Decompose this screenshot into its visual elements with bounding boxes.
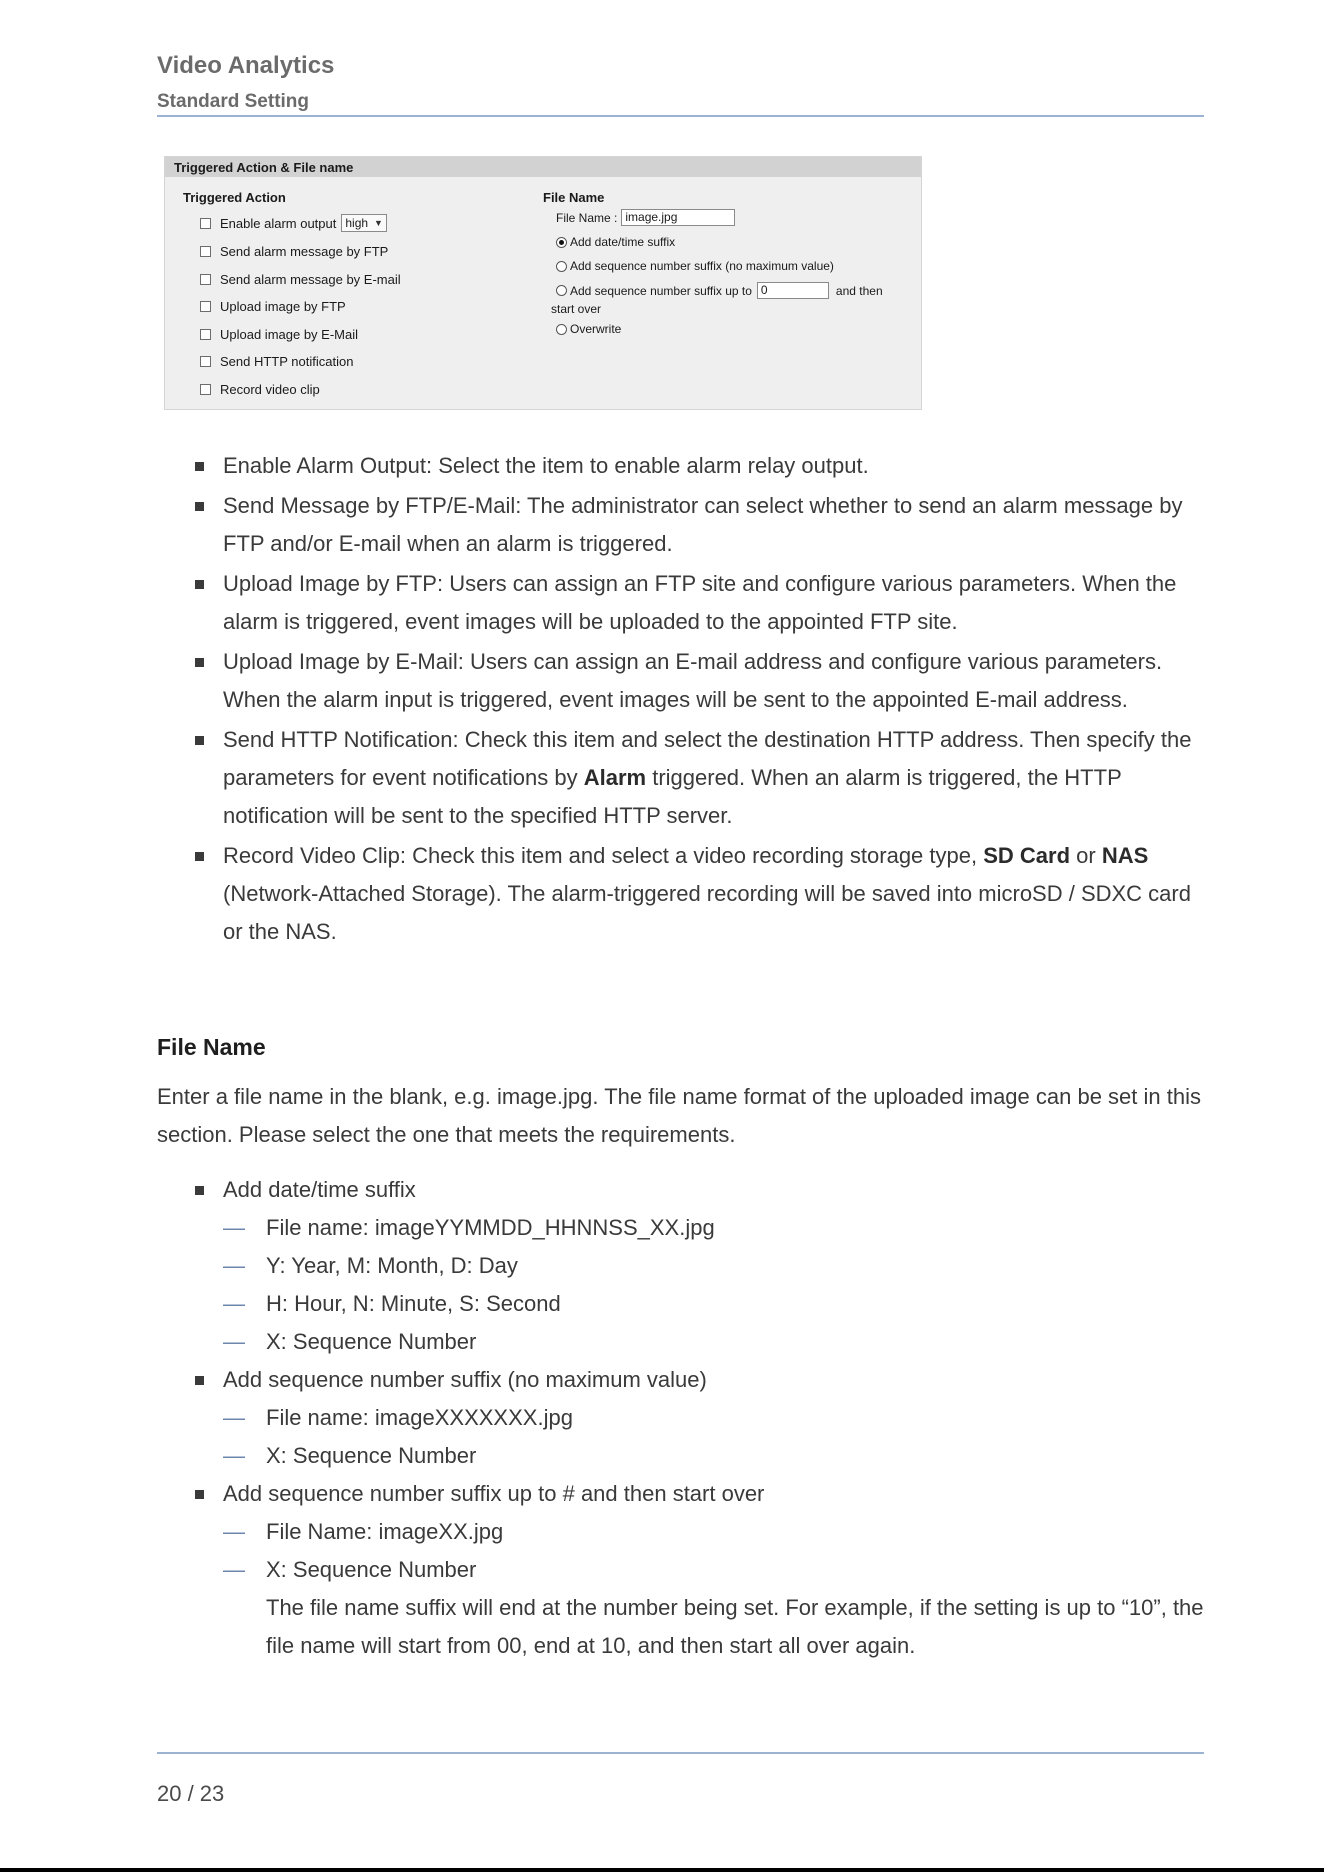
bullet-text: Upload Image by E-Mail: Users can assign an E-mail address and configure various parameters. When the alarm input is triggered, event images will be sent to the appointed E-mail address.	[223, 649, 1163, 712]
http-notification-checkbox[interactable]	[200, 356, 211, 367]
option-label: Add sequence number suffix (no maximum value)	[223, 1367, 707, 1392]
list-item	[157, 1361, 1207, 1475]
bullet-square-icon	[195, 852, 204, 861]
seq-nomax-option[interactable]	[556, 259, 834, 273]
bullet-square-icon	[195, 462, 204, 471]
ftp-message-label: Send alarm message by FTP	[220, 243, 389, 259]
file-name-field-row	[556, 209, 735, 226]
sub-item-text: X: Sequence Number	[266, 1557, 477, 1582]
dash-icon: —	[223, 1329, 245, 1354]
option-label: Add date/time suffix	[223, 1177, 416, 1202]
bullet-bold-term: Alarm	[583, 765, 647, 790]
document-title: Video Analytics	[157, 52, 335, 79]
sub-list	[223, 1399, 1207, 1475]
dash-icon: —	[223, 1557, 245, 1582]
alarm-level-value: high	[345, 216, 369, 230]
sub-item-text: X: Sequence Number	[266, 1443, 477, 1468]
bullet-square-icon	[195, 580, 204, 589]
datetime-suffix-option[interactable]	[556, 235, 675, 249]
bullet-bold-term: SD Card	[983, 843, 1071, 868]
option-note: The file name suffix will end at the number being set. For example, if the setting is up to “10”, the file name will start from 00, end at 10, and then start all over again.	[266, 1595, 1204, 1658]
upload-email-option[interactable]	[200, 325, 358, 343]
page-bottom-edge	[0, 1868, 1324, 1872]
file-name-heading: File Name	[543, 190, 605, 205]
seq-upto-input[interactable]: 0	[757, 282, 829, 299]
bullet-square-icon	[195, 736, 204, 745]
enable-alarm-output-label: Enable alarm output	[220, 215, 337, 231]
bullet-square-icon	[195, 1490, 204, 1499]
list-item	[157, 1475, 1207, 1665]
bullet-square-icon	[195, 1186, 204, 1195]
bullet-text-pre: Send HTTP Notification: Check this item and select the destination HTTP address. Then specify the parameters for event notifications by	[223, 727, 1192, 790]
sub-item	[223, 1285, 1207, 1323]
sub-item	[223, 1247, 1207, 1285]
email-message-option[interactable]	[200, 270, 401, 288]
upload-email-checkbox[interactable]	[200, 329, 211, 340]
section-intro: Enter a file name in the blank, e.g. image.jpg. The file name format of the uploaded image can be set in this section. Please select the one that meets the requirements.	[157, 1084, 1201, 1147]
sub-item	[223, 1513, 1207, 1551]
list-item	[157, 447, 1207, 485]
dash-icon: —	[223, 1519, 245, 1544]
sub-item	[223, 1323, 1207, 1361]
email-message-checkbox[interactable]	[200, 274, 211, 285]
ftp-message-option[interactable]	[200, 242, 388, 260]
enable-alarm-output-option[interactable]	[200, 214, 387, 232]
file-name-field-label: File Name :	[556, 210, 618, 225]
seq-nomax-label: Add sequence number suffix (no maximum value)	[570, 259, 834, 273]
file-name-options-list	[157, 1171, 1207, 1665]
file-name-input[interactable]: image.jpg	[621, 209, 735, 226]
sub-item-text: Y: Year, M: Month, D: Day	[266, 1253, 518, 1278]
seq-upto-option[interactable]	[556, 282, 883, 299]
enable-alarm-output-checkbox[interactable]	[200, 218, 211, 229]
option-label: Add sequence number suffix up to # and then start over	[223, 1481, 765, 1506]
alarm-level-select[interactable]	[341, 214, 387, 232]
ftp-message-checkbox[interactable]	[200, 246, 211, 257]
seq-upto-label: Add sequence number suffix up to	[570, 283, 752, 298]
bullet-square-icon	[195, 658, 204, 667]
header-divider	[157, 115, 1204, 117]
document-subtitle: Standard Setting	[157, 91, 310, 112]
and-then-label: and then	[835, 283, 883, 298]
list-item	[157, 721, 1207, 835]
upload-ftp-option[interactable]	[200, 297, 346, 315]
dash-icon: —	[223, 1215, 245, 1240]
footer-divider	[157, 1752, 1204, 1754]
overwrite-option[interactable]	[556, 322, 621, 336]
http-notification-option[interactable]	[200, 352, 353, 370]
panel-title: Triggered Action & File name	[174, 160, 354, 175]
http-notification-label: Send HTTP notification	[220, 353, 354, 369]
datetime-suffix-label: Add date/time suffix	[570, 235, 676, 249]
bullet-text: Enable Alarm Output: Select the item to enable alarm relay output.	[223, 453, 869, 478]
record-video-option[interactable]	[200, 380, 320, 398]
sub-item-text: H: Hour, N: Minute, S: Second	[266, 1291, 561, 1316]
sub-item-text: File name: imageXXXXXXX.jpg	[266, 1405, 573, 1430]
list-item	[157, 837, 1207, 951]
triggered-action-descriptions	[157, 447, 1207, 953]
sub-item-text: File Name: imageXX.jpg	[266, 1519, 504, 1544]
sub-item-text: X: Sequence Number	[266, 1329, 477, 1354]
upload-ftp-checkbox[interactable]	[200, 301, 211, 312]
dash-icon: —	[223, 1291, 245, 1316]
sub-list	[223, 1513, 1207, 1589]
list-item	[157, 565, 1207, 641]
triggered-action-panel	[164, 156, 922, 410]
bullet-text: Upload Image by FTP: Users can assign an FTP site and configure various parameters. When the alarm is triggered, event images will be uploaded to the appointed FTP site.	[223, 571, 1177, 634]
record-video-label: Record video clip	[220, 381, 320, 397]
chevron-down-icon: ▼	[374, 218, 383, 228]
list-item	[157, 487, 1207, 563]
datetime-suffix-radio[interactable]	[556, 237, 567, 248]
bullet-bold-term: NAS	[1101, 843, 1149, 868]
bullet-text: Send Message by FTP/E-Mail: The administrator can select whether to send an alarm message by FTP and/or E-mail when an alarm is triggered.	[223, 493, 1183, 556]
sub-item	[223, 1209, 1207, 1247]
start-over-label: start over	[551, 302, 602, 316]
dash-icon: —	[223, 1253, 245, 1278]
bullet-square-icon	[195, 502, 204, 511]
bullet-text-post: triggered. When an alarm is triggered, the HTTP notification will be sent to the specified HTTP server.	[223, 765, 1122, 828]
overwrite-radio[interactable]	[556, 324, 567, 335]
dash-icon: —	[223, 1405, 245, 1430]
list-item	[157, 1171, 1207, 1361]
sub-item	[223, 1399, 1207, 1437]
upload-email-label: Upload image by E-Mail	[220, 326, 359, 342]
bullet-text-post: (Network-Attached Storage). The alarm-triggered recording will be saved into microSD / SDXC card or the NAS.	[223, 881, 1191, 944]
seq-upto-radio[interactable]	[556, 285, 567, 296]
sub-item	[223, 1551, 1207, 1589]
panel-title-bar	[165, 157, 921, 177]
seq-nomax-radio[interactable]	[556, 261, 567, 272]
triggered-action-heading: Triggered Action	[183, 190, 286, 205]
upload-ftp-label: Upload image by FTP	[220, 298, 346, 314]
sub-item	[223, 1437, 1207, 1475]
dash-icon: —	[223, 1443, 245, 1468]
bullet-text-mid: or	[1070, 843, 1102, 868]
sub-item-text: File name: imageYYMMDD_HHNNSS_XX.jpg	[266, 1215, 715, 1240]
record-video-checkbox[interactable]	[200, 384, 211, 395]
bullet-square-icon	[195, 1376, 204, 1385]
email-message-label: Send alarm message by E-mail	[220, 271, 401, 287]
list-item	[157, 643, 1207, 719]
sub-list	[223, 1209, 1207, 1361]
section-heading: File Name	[157, 1034, 266, 1060]
page-number: 20 / 23	[157, 1781, 225, 1806]
bullet-text-pre: Record Video Clip: Check this item and select a video recording storage type,	[223, 843, 984, 868]
overwrite-label: Overwrite	[570, 322, 622, 336]
